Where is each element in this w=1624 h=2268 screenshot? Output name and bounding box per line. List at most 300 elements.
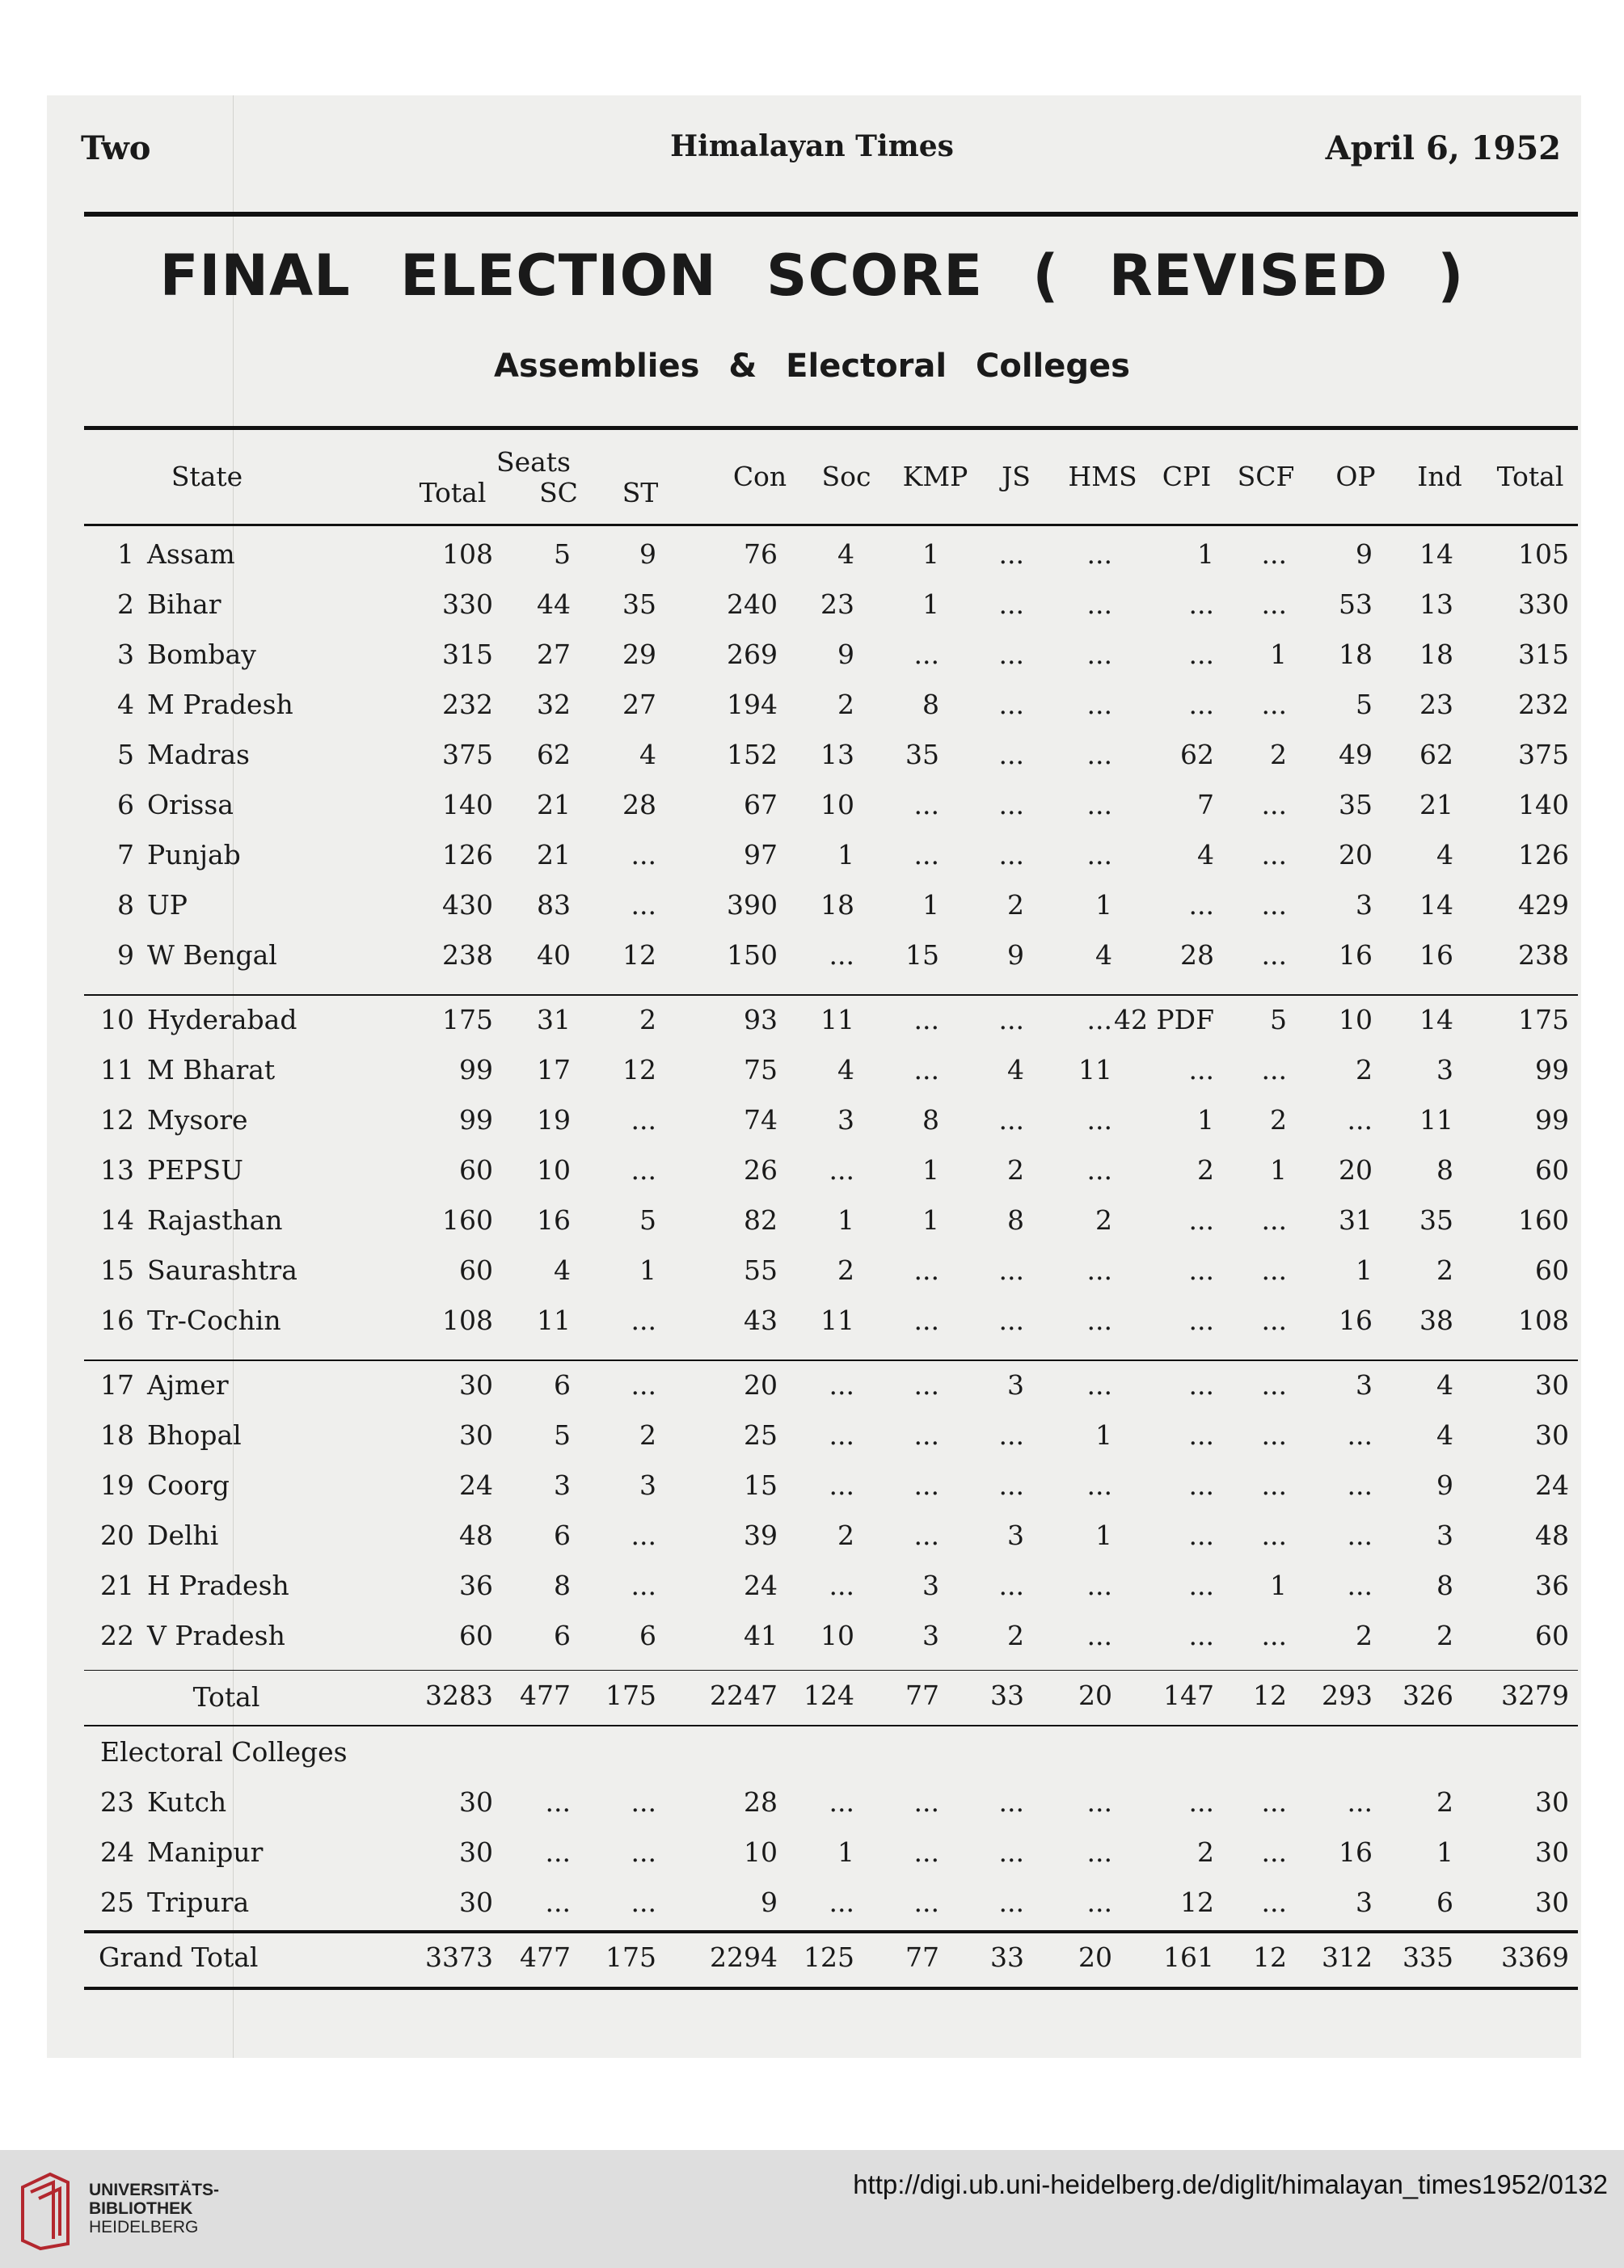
- cell-sc: ...: [545, 1886, 571, 1918]
- headline: FINAL ELECTION SCORE ( REVISED ): [159, 242, 1465, 309]
- row-number: 6: [117, 789, 134, 820]
- state-name: Assam: [147, 538, 235, 570]
- cell-total: 175: [442, 1004, 493, 1035]
- header-op: OP: [1335, 461, 1376, 492]
- cell-op: ...: [1347, 1520, 1373, 1551]
- cell-scf: ...: [1261, 538, 1287, 570]
- cell-js: 2: [1007, 1154, 1024, 1186]
- cell-st: ...: [631, 1104, 656, 1136]
- cell-sc: 5: [554, 1419, 571, 1451]
- cell-st: ...: [631, 1305, 656, 1336]
- section-divider: [84, 1987, 1578, 1990]
- cell-hms: ...: [1086, 1886, 1112, 1918]
- cell-cpi: ...: [1188, 1570, 1214, 1601]
- cell-grand-total: 232: [1518, 689, 1569, 720]
- cell-hms: ...: [1086, 588, 1112, 620]
- cell-ind: 11: [1419, 1104, 1453, 1136]
- cell-grand-total: 105: [1518, 538, 1569, 570]
- cell-total: 30: [459, 1419, 493, 1451]
- cell-js: ...: [998, 789, 1024, 820]
- cell-sc: 6: [554, 1620, 571, 1651]
- cell-scf: 1: [1270, 639, 1287, 670]
- cell-kmp: 3: [922, 1620, 939, 1651]
- cell-cpi: ...: [1188, 1204, 1214, 1236]
- cell-kmp: 8: [922, 1104, 939, 1136]
- cell-hms: ...: [1086, 639, 1112, 670]
- cell-scf: ...: [1261, 588, 1287, 620]
- cell-ind: 2: [1436, 1254, 1453, 1286]
- state-name: Mysore: [147, 1104, 248, 1136]
- cell-kmp: ...: [913, 789, 939, 820]
- cell-sc: 16: [537, 1204, 571, 1236]
- cell-st: 35: [622, 588, 656, 620]
- cell-grand-total: 30: [1535, 1369, 1569, 1401]
- cell-total: 48: [459, 1520, 493, 1551]
- cell-js: ...: [998, 1254, 1024, 1286]
- cell-op: 18: [1339, 639, 1373, 670]
- cell-scf: ...: [1261, 689, 1287, 720]
- cell-con: 76: [744, 538, 778, 570]
- cell-cpi: ...: [1188, 1305, 1214, 1336]
- state-name: Delhi: [147, 1520, 219, 1551]
- cell-ind: 8: [1436, 1570, 1453, 1601]
- cell-grand-total: 48: [1535, 1520, 1569, 1551]
- cell-ind: 326: [1403, 1680, 1453, 1711]
- cell-kmp: 15: [905, 939, 939, 971]
- row-number: 23: [100, 1786, 134, 1818]
- cell-cpi: ...: [1188, 588, 1214, 620]
- cell-st: 175: [605, 1680, 656, 1711]
- cell-scf: ...: [1261, 839, 1287, 871]
- row-number: 8: [117, 889, 134, 921]
- cell-scf: ...: [1261, 1469, 1287, 1501]
- cell-grand-total: 99: [1535, 1104, 1569, 1136]
- cell-total: 140: [442, 789, 493, 820]
- cell-total: 375: [442, 739, 493, 770]
- header-hms: HMS: [1068, 461, 1137, 492]
- cell-con: 43: [744, 1305, 778, 1336]
- cell-grand-total: 315: [1518, 639, 1569, 670]
- cell-ind: 2: [1436, 1620, 1453, 1651]
- cell-sc: 19: [537, 1104, 571, 1136]
- cell-hms: 2: [1095, 1204, 1112, 1236]
- header-grand-total: Total: [1496, 461, 1564, 492]
- state-name: Ajmer: [147, 1369, 229, 1401]
- cell-op: 35: [1339, 789, 1373, 820]
- cell-con: 152: [727, 739, 778, 770]
- cell-js: 33: [990, 1680, 1024, 1711]
- row-number: 3: [117, 639, 134, 670]
- cell-st: 2: [639, 1004, 656, 1035]
- cell-hms: 1: [1095, 889, 1112, 921]
- cell-grand-total: 60: [1535, 1154, 1569, 1186]
- cell-grand-total: 36: [1535, 1570, 1569, 1601]
- cell-hms: ...: [1086, 1836, 1112, 1868]
- cell-con: 15: [744, 1469, 778, 1501]
- cell-cpi: ...: [1188, 1369, 1214, 1401]
- cell-scf: 2: [1270, 1104, 1287, 1136]
- cell-cpi: ...: [1188, 1419, 1214, 1451]
- cell-scf: 1: [1270, 1570, 1287, 1601]
- cell-total: 3283: [425, 1680, 493, 1711]
- cell-ind: 13: [1419, 588, 1453, 620]
- cell-cpi: 1: [1197, 1104, 1214, 1136]
- cell-cpi: ...: [1188, 639, 1214, 670]
- cell-cpi: ...: [1188, 1054, 1214, 1086]
- cell-sc: 8: [554, 1570, 571, 1601]
- state-name: M Bharat: [147, 1054, 276, 1086]
- cell-soc: ...: [829, 1570, 854, 1601]
- cell-kmp: 1: [922, 1204, 939, 1236]
- cell-total: 108: [442, 1305, 493, 1336]
- cell-cpi: 7: [1197, 789, 1214, 820]
- row-number: 21: [100, 1570, 134, 1601]
- state-name: Manipur: [147, 1836, 264, 1868]
- state-name: Tr-Cochin: [147, 1305, 281, 1336]
- cell-js: 9: [1007, 939, 1024, 971]
- cell-soc: 4: [837, 538, 854, 570]
- cell-st: ...: [631, 1570, 656, 1601]
- cell-grand-total: 30: [1535, 1419, 1569, 1451]
- cell-hms: ...: [1086, 789, 1112, 820]
- cell-soc: 1: [837, 1204, 854, 1236]
- cell-js: 3: [1007, 1520, 1024, 1551]
- cell-hms: ...: [1086, 1786, 1112, 1818]
- cell-con: 28: [744, 1786, 778, 1818]
- cell-cpi: ...: [1188, 1786, 1214, 1818]
- cell-scf: 5: [1270, 1004, 1287, 1035]
- cell-cpi: ...: [1188, 1469, 1214, 1501]
- cell-con: 269: [727, 639, 778, 670]
- cell-grand-total: 3279: [1501, 1680, 1569, 1711]
- state-name: Kutch: [147, 1786, 227, 1818]
- cell-soc: ...: [829, 1154, 854, 1186]
- cell-op: 20: [1339, 839, 1373, 871]
- cell-cpi: ...: [1188, 1620, 1214, 1651]
- cell-scf: ...: [1261, 1054, 1287, 1086]
- cell-cpi: ...: [1188, 1520, 1214, 1551]
- header-soc: Soc: [821, 461, 871, 492]
- cell-js: ...: [998, 1570, 1024, 1601]
- cell-kmp: ...: [913, 1054, 939, 1086]
- cell-js: ...: [998, 689, 1024, 720]
- cell-total: 232: [442, 689, 493, 720]
- cell-con: 74: [744, 1104, 778, 1136]
- cell-ind: 14: [1419, 889, 1453, 921]
- cell-op: ...: [1347, 1570, 1373, 1601]
- source-url[interactable]: http://digi.ub.uni-heidelberg.de/diglit/himalayan_times1952/0132: [853, 2169, 1608, 2199]
- cell-st: ...: [631, 839, 656, 871]
- cell-soc: 125: [804, 1941, 854, 1973]
- cell-ind: 18: [1419, 639, 1453, 670]
- cell-hms: ...: [1086, 689, 1112, 720]
- cell-grand-total: 330: [1518, 588, 1569, 620]
- cell-op: 5: [1356, 689, 1373, 720]
- cell-cpi: 42 PDF: [1113, 1004, 1214, 1035]
- header-scf: SCF: [1237, 461, 1295, 492]
- cell-js: ...: [998, 1469, 1024, 1501]
- cell-js: ...: [998, 839, 1024, 871]
- cell-con: 194: [727, 689, 778, 720]
- row-number: 11: [100, 1054, 134, 1086]
- cell-sc: 477: [520, 1680, 571, 1711]
- cell-con: 75: [744, 1054, 778, 1086]
- cell-hms: ...: [1086, 839, 1112, 871]
- cell-ind: 16: [1419, 939, 1453, 971]
- state-name: Rajasthan: [147, 1204, 283, 1236]
- cell-kmp: ...: [913, 839, 939, 871]
- cell-ind: 8: [1436, 1154, 1453, 1186]
- cell-total: 3373: [425, 1941, 493, 1973]
- cell-kmp: 77: [905, 1941, 939, 1973]
- row-number: 9: [117, 939, 134, 971]
- cell-st: 3: [639, 1469, 656, 1501]
- cell-hms: ...: [1086, 1004, 1112, 1035]
- cell-scf: 12: [1253, 1680, 1287, 1711]
- cell-sc: 477: [520, 1941, 571, 1973]
- cell-st: 2: [639, 1419, 656, 1451]
- row-number: 13: [100, 1154, 134, 1186]
- state-name: UP: [147, 889, 188, 921]
- cell-sc: 10: [537, 1154, 571, 1186]
- cell-grand-total: 30: [1535, 1886, 1569, 1918]
- cell-scf: ...: [1261, 1254, 1287, 1286]
- cell-ind: 35: [1419, 1204, 1453, 1236]
- cell-soc: 2: [837, 1520, 854, 1551]
- cell-sc: 40: [537, 939, 571, 971]
- header-con: Con: [732, 461, 787, 492]
- library-name: [89, 2181, 219, 2236]
- cell-cpi: 28: [1180, 939, 1214, 971]
- cell-total: 24: [459, 1469, 493, 1501]
- cell-kmp: ...: [913, 1886, 939, 1918]
- cell-total: 30: [459, 1886, 493, 1918]
- state-name: Hyderabad: [147, 1004, 297, 1035]
- cell-op: 9: [1356, 538, 1373, 570]
- cell-op: 16: [1339, 939, 1373, 971]
- cell-soc: 11: [820, 1305, 854, 1336]
- cell-cpi: 2: [1197, 1154, 1214, 1186]
- section-divider: [84, 1360, 1578, 1361]
- cell-grand-total: 140: [1518, 789, 1569, 820]
- cell-ind: 3: [1436, 1520, 1453, 1551]
- row-number: 10: [100, 1004, 134, 1035]
- cell-total: 126: [442, 839, 493, 871]
- row-number: 18: [100, 1419, 134, 1451]
- cell-ind: 335: [1403, 1941, 1453, 1973]
- cell-soc: ...: [829, 1886, 854, 1918]
- subheadline: Assemblies & Electoral Colleges: [494, 348, 1130, 385]
- cell-kmp: 35: [905, 739, 939, 770]
- state-name: PEPSU: [147, 1154, 243, 1186]
- cell-grand-total: 175: [1518, 1004, 1569, 1035]
- header-st: ST: [622, 477, 659, 508]
- cell-scf: ...: [1261, 1520, 1287, 1551]
- cell-scf: ...: [1261, 1886, 1287, 1918]
- cell-kmp: ...: [913, 1369, 939, 1401]
- cell-soc: 11: [820, 1004, 854, 1035]
- state-name: M Pradesh: [147, 689, 293, 720]
- cell-kmp: 1: [922, 889, 939, 921]
- cell-total: 430: [442, 889, 493, 921]
- cell-con: 97: [744, 839, 778, 871]
- cell-op: 3: [1356, 1369, 1373, 1401]
- cell-soc: 2: [837, 1254, 854, 1286]
- cell-con: 93: [744, 1004, 778, 1035]
- library-logo-icon: [18, 2171, 73, 2252]
- section-divider: [84, 1670, 1578, 1671]
- cell-scf: ...: [1261, 1620, 1287, 1651]
- cell-grand-total: 160: [1518, 1204, 1569, 1236]
- cell-hms: 20: [1078, 1941, 1112, 1973]
- cell-scf: ...: [1261, 889, 1287, 921]
- cell-st: ...: [631, 1786, 656, 1818]
- cell-ind: 1: [1436, 1836, 1453, 1868]
- cell-st: 29: [622, 639, 656, 670]
- cell-total: 60: [459, 1154, 493, 1186]
- cell-kmp: ...: [913, 1520, 939, 1551]
- cell-sc: 11: [537, 1305, 571, 1336]
- cell-kmp: ...: [913, 1836, 939, 1868]
- cell-st: ...: [631, 1836, 656, 1868]
- cell-js: ...: [998, 1786, 1024, 1818]
- cell-cpi: ...: [1188, 689, 1214, 720]
- cell-js: ...: [998, 1836, 1024, 1868]
- cell-js: ...: [998, 739, 1024, 770]
- cell-hms: ...: [1086, 739, 1112, 770]
- cell-scf: ...: [1261, 1204, 1287, 1236]
- cell-js: 4: [1007, 1054, 1024, 1086]
- state-name: Bombay: [147, 639, 256, 670]
- cell-kmp: 77: [905, 1680, 939, 1711]
- state-name: Tripura: [147, 1886, 250, 1918]
- cell-total: 99: [459, 1104, 493, 1136]
- cell-total: 330: [442, 588, 493, 620]
- cell-st: 27: [622, 689, 656, 720]
- cell-cpi: 62: [1180, 739, 1214, 770]
- cell-scf: ...: [1261, 789, 1287, 820]
- row-number: 7: [117, 839, 134, 871]
- cell-kmp: ...: [913, 1305, 939, 1336]
- state-name: V Pradesh: [147, 1620, 285, 1651]
- cell-ind: 14: [1419, 1004, 1453, 1035]
- cell-ind: 3: [1436, 1054, 1453, 1086]
- grand-total-label: Grand Total: [99, 1941, 259, 1973]
- cell-sc: 6: [554, 1369, 571, 1401]
- cell-grand-total: 60: [1535, 1254, 1569, 1286]
- row-number: 22: [100, 1620, 134, 1651]
- cell-total: 36: [459, 1570, 493, 1601]
- cell-grand-total: 30: [1535, 1836, 1569, 1868]
- section-divider: [84, 994, 1578, 996]
- electoral-colleges-heading: Electoral Colleges: [100, 1736, 348, 1768]
- cell-js: 8: [1007, 1204, 1024, 1236]
- cell-hms: ...: [1086, 538, 1112, 570]
- cell-op: 53: [1339, 588, 1373, 620]
- cell-con: 24: [744, 1570, 778, 1601]
- cell-hms: 11: [1078, 1054, 1112, 1086]
- cell-sc: 27: [537, 639, 571, 670]
- cell-op: 10: [1339, 1004, 1373, 1035]
- state-name: Orissa: [147, 789, 234, 820]
- cell-st: ...: [631, 1520, 656, 1551]
- cell-sc: 44: [537, 588, 571, 620]
- header-bottom-rule: [84, 524, 1578, 526]
- section-divider: [84, 1930, 1578, 1933]
- cell-hms: ...: [1086, 1254, 1112, 1286]
- row-number: 2: [117, 588, 134, 620]
- cell-ind: 23: [1419, 689, 1453, 720]
- header-total: Total: [419, 477, 487, 508]
- cell-total: 160: [442, 1204, 493, 1236]
- cell-soc: 2: [837, 689, 854, 720]
- library-name-line1: UNIVERSITÄTS-: [89, 2181, 220, 2199]
- cell-con: 240: [727, 588, 778, 620]
- row-number: 14: [100, 1204, 134, 1236]
- cell-ind: 14: [1419, 538, 1453, 570]
- cell-total: 30: [459, 1786, 493, 1818]
- cell-hms: 1: [1095, 1520, 1112, 1551]
- cell-soc: ...: [829, 939, 854, 971]
- row-number: 20: [100, 1520, 134, 1551]
- cell-hms: ...: [1086, 1620, 1112, 1651]
- row-number: 19: [100, 1469, 134, 1501]
- cell-js: ...: [998, 639, 1024, 670]
- row-number: 25: [100, 1886, 134, 1918]
- cell-cpi: 12: [1180, 1886, 1214, 1918]
- table-top-rule: [84, 426, 1578, 430]
- state-name: Bhopal: [147, 1419, 242, 1451]
- cell-con: 20: [744, 1369, 778, 1401]
- row-number: 17: [100, 1369, 134, 1401]
- cell-op: 312: [1322, 1941, 1373, 1973]
- header-state: State: [171, 461, 243, 492]
- cell-con: 82: [744, 1204, 778, 1236]
- row-number: 12: [100, 1104, 134, 1136]
- cell-cpi: ...: [1188, 1254, 1214, 1286]
- cell-hms: ...: [1086, 1104, 1112, 1136]
- cell-soc: 124: [804, 1680, 854, 1711]
- cell-total: 60: [459, 1254, 493, 1286]
- cell-soc: ...: [829, 1419, 854, 1451]
- cell-op: 1: [1356, 1254, 1373, 1286]
- cell-op: ...: [1347, 1469, 1373, 1501]
- cell-sc: 17: [537, 1054, 571, 1086]
- cell-kmp: ...: [913, 1469, 939, 1501]
- state-name: Punjab: [147, 839, 241, 871]
- cell-con: 9: [761, 1886, 778, 1918]
- cell-ind: 4: [1436, 839, 1453, 871]
- cell-ind: 21: [1419, 789, 1453, 820]
- cell-soc: 4: [837, 1054, 854, 1086]
- cell-soc: ...: [829, 1469, 854, 1501]
- cell-sc: 21: [537, 839, 571, 871]
- cell-grand-total: 24: [1535, 1469, 1569, 1501]
- header-js: JS: [1002, 461, 1031, 492]
- cell-ind: 2: [1436, 1786, 1453, 1818]
- cell-scf: ...: [1261, 1369, 1287, 1401]
- cell-sc: 4: [554, 1254, 571, 1286]
- total-label: Total: [192, 1681, 260, 1713]
- cell-scf: 1: [1270, 1154, 1287, 1186]
- cell-soc: 3: [837, 1104, 854, 1136]
- library-name-line3: HEIDELBERG: [89, 2218, 199, 2236]
- row-number: 5: [117, 739, 134, 770]
- cell-sc: 6: [554, 1520, 571, 1551]
- cell-cpi: 4: [1197, 839, 1214, 871]
- cell-grand-total: 30: [1535, 1786, 1569, 1818]
- header-sc: SC: [539, 477, 578, 508]
